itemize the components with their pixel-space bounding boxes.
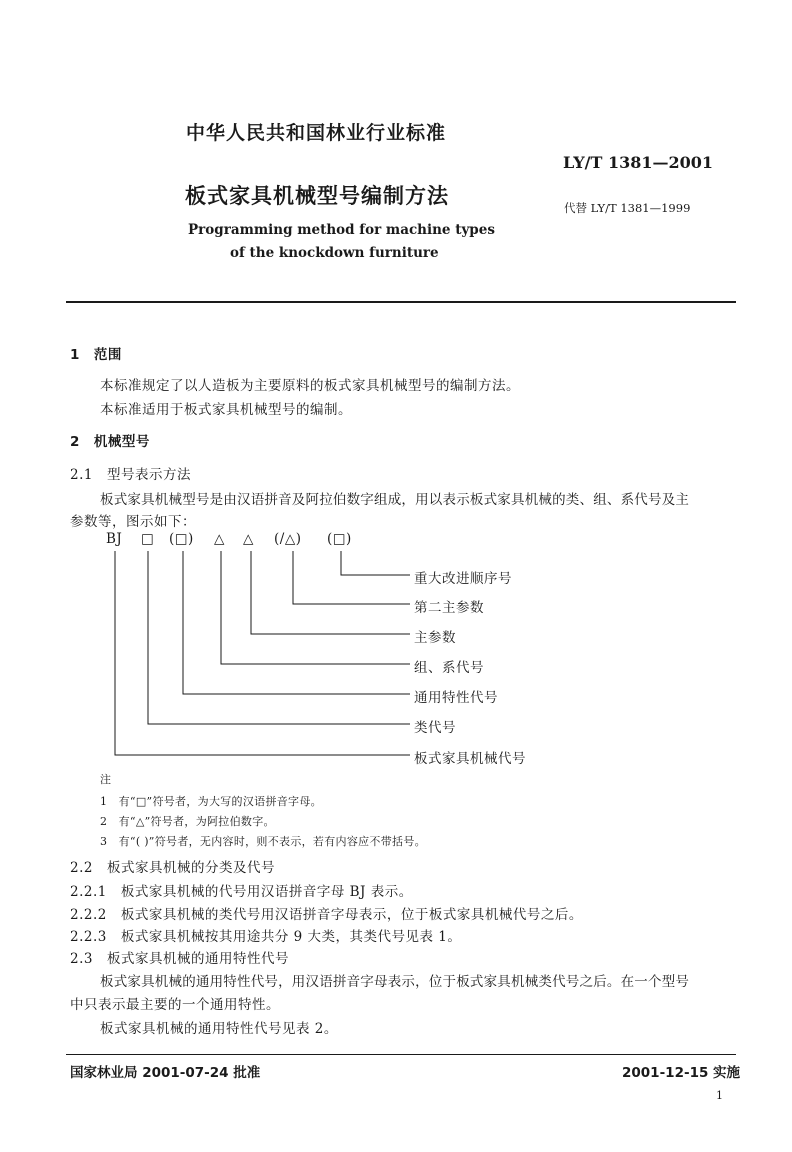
section-2-1-para-line2: 参数等，图示如下： (70, 514, 196, 530)
section-2-2-2: 2.2.2 板式家具机械的类代号用汉语拼音字母表示，位于板式家具机械代号之后。 (70, 907, 583, 923)
notes-title: 注 (100, 773, 112, 786)
english-title-line1: Programming method for machine types (188, 222, 495, 238)
symbol-class-box: □ (141, 531, 155, 547)
section-2-3-para-line2: 中只表示最主要的一个通用特性。 (70, 997, 280, 1013)
label-group-code: 组、系代号 (414, 660, 484, 676)
section-2-3-para-line1: 板式家具机械的通用特性代号，用汉语拼音字母表示，位于板式家具机械类代号之后。在一个型号 (100, 974, 690, 990)
section-2-heading: 2 机械型号 (70, 434, 150, 450)
footer-rule (66, 1054, 736, 1055)
approval-info: 国家林业局 2001-07-24 批准 (70, 1065, 261, 1081)
symbol-improvement-box: (□) (327, 531, 352, 547)
section-1-heading: 1 范围 (70, 347, 122, 363)
section-2-1-para-line1: 板式家具机械型号是由汉语拼音及阿拉伯数字组成，用以表示板式家具机械的类、组、系代号及主 (100, 492, 690, 508)
note-item: 1 有“□”符号者，为大写的汉语拼音字母。 (100, 795, 322, 808)
org-title: 中华人民共和国林业行业标准 (186, 122, 447, 144)
note-item: 2 有“△”符号者，为阿拉伯数字。 (100, 815, 275, 828)
note-item: 3 有“( )”符号者，无内容时，则不表示，若有内容应不带括号。 (100, 835, 426, 848)
document-title: 板式家具机械型号编制方法 (185, 184, 449, 208)
standard-number: LY/T 1381—2001 (563, 153, 714, 172)
symbol-second-param: (/△) (274, 531, 302, 547)
section-2-3-para2: 板式家具机械的通用特性代号见表 2。 (100, 1021, 338, 1037)
page-number: 1 (716, 1089, 723, 1102)
label-feature-code: 通用特性代号 (414, 690, 498, 706)
section-1-para2: 本标准适用于板式家具机械型号的编制。 (100, 402, 352, 418)
symbol-feature-box: (□) (169, 531, 194, 547)
label-machine-code: 板式家具机械代号 (414, 751, 526, 767)
symbol-bj: BJ (106, 531, 123, 547)
label-improvement-seq: 重大改进顺序号 (414, 571, 512, 587)
implementation-date: 2001-12-15 实施 (622, 1065, 741, 1081)
section-2-1-heading: 2.1 型号表示方法 (70, 467, 191, 483)
section-2-3-heading: 2.3 板式家具机械的通用特性代号 (70, 951, 289, 967)
section-2-2-1: 2.2.1 板式家具机械的代号用汉语拼音字母 BJ 表示。 (70, 884, 413, 900)
symbol-param-triangle: △ (243, 531, 254, 547)
symbol-group-triangle: △ (214, 531, 225, 547)
label-second-param: 第二主参数 (414, 600, 484, 616)
replaced-standard: 代替 LY/T 1381—1999 (564, 201, 691, 215)
section-1-para1: 本标准规定了以人造板为主要原料的板式家具机械型号的编制方法。 (100, 378, 520, 394)
section-2-2-3: 2.2.3 板式家具机械按其用途共分 9 大类，其类代号见表 1。 (70, 929, 462, 945)
english-title-line2: of the knockdown furniture (230, 245, 439, 261)
label-class-code: 类代号 (414, 720, 456, 736)
label-main-param: 主参数 (414, 630, 456, 646)
section-2-2-heading: 2.2 板式家具机械的分类及代号 (70, 860, 275, 876)
